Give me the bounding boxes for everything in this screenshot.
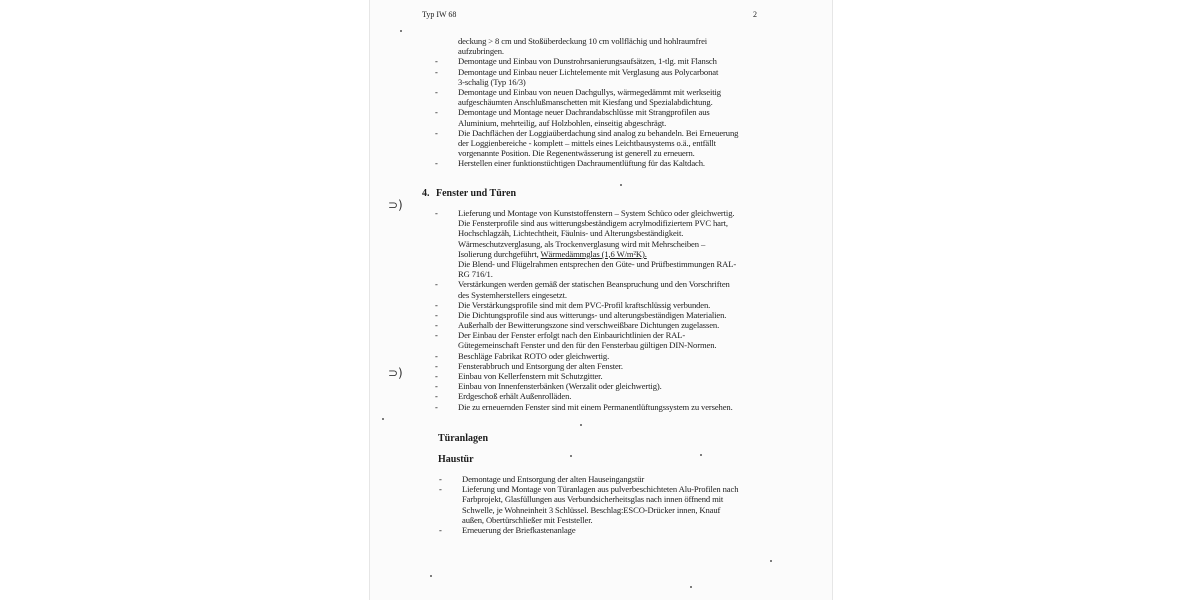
line-text: Erdgeschoß erhält Außenrolläden.: [458, 391, 572, 402]
line-text: Die zu erneuernden Fenster sind mit einem Permanentlüftungssystem zu versehen.: [458, 401, 733, 412]
scan-speck: [382, 418, 384, 420]
line-text: Die Dichtungsprofile sind aus witterungs- und alterungsbeständigen Materialien.: [458, 309, 727, 320]
text-line: [462, 494, 738, 504]
bullet-item-line: [458, 87, 738, 97]
scan-speck: [770, 560, 772, 562]
line-text: Demontage und Montage neuer Dachrandabschlüsse mit Strangprofilen aus: [458, 107, 710, 118]
line-text: Beschläge Fabrikat ROTO oder gleichwertig.: [458, 350, 610, 361]
line-text: Demontage und Entsorgung der alten Hauseingangstür: [462, 474, 645, 484]
turanlagen-heading: Türanlagen: [438, 433, 489, 444]
line-text: Isolierung durchgeführt,: [458, 248, 541, 259]
scan-speck: [400, 30, 402, 32]
scan-speck: [690, 586, 692, 588]
text-line: [458, 77, 738, 87]
haustur-heading: Haustür: [438, 454, 474, 465]
line-text: 3-schalig (Typ 16/3): [458, 76, 526, 87]
text-line: [458, 46, 738, 56]
scan-speck: [570, 455, 572, 457]
text-line: [458, 269, 736, 279]
line-text: der Loggienbereiche - komplett – mittels eines Leichtbausystems o.ä., entfällt: [458, 137, 716, 148]
text-line: [462, 515, 738, 525]
text-line: [458, 228, 736, 238]
bullet-item-line: [462, 484, 738, 494]
section-4-heading: [422, 188, 516, 199]
bullet-item-line: [458, 128, 738, 138]
line-text: Aluminium, mehrteilig, auf Holzbohlen, einseitig abgeschrägt.: [458, 117, 667, 128]
line-text: deckung > 8 cm und Stoßüberdeckung 10 cm vollflächig und hohlraumfrei: [458, 36, 708, 46]
line-text: aufgeschäumten Anschlußmanschetten mit Kiesfang und Spezialabdichtung.: [458, 97, 713, 108]
bullet-item-line: [458, 310, 736, 320]
text-line: [458, 118, 738, 128]
line-text: Demontage und Einbau von neuen Dachgullys, wärmegedämmt mit werkseitig: [458, 86, 721, 97]
line-text: Verstärkungen werden gemäß der statischen Beanspruchung und den Vorschriften: [458, 279, 730, 290]
bullet-item-line: [462, 474, 738, 484]
line-text: Herstellen einer funktionstüchtigen Dachraumentlüftung für das Kaltdach.: [458, 158, 705, 169]
bullet-item-line: [458, 320, 736, 330]
line-text: Lieferung und Montage von Kunststoffenstern – System Schüco oder gleichwertig.: [458, 208, 735, 218]
text-line: [458, 249, 736, 259]
underlined-text: Wärmedämmglas (1,6 W/m²K).: [540, 248, 647, 259]
text-line: [458, 218, 736, 228]
scan-speck: [430, 575, 432, 577]
line-text: Die Dachflächen der Loggiaüberdachung sind analog zu behandeln. Bei Erneuerung: [458, 127, 739, 138]
section-3-continuation: [458, 36, 738, 168]
line-text: RG 716/1.: [458, 269, 493, 280]
line-text: Die Verstärkungsprofile sind mit dem PVC-Profil kraftschlüssig verbunden.: [458, 299, 711, 310]
bullet-item-line: [458, 67, 738, 77]
line-text: Wärmeschutzverglasung, als Trockenverglasung wird mit Mehrscheiben –: [458, 238, 706, 249]
text-line: [458, 259, 736, 269]
bullet-item-line: [458, 300, 736, 310]
scan-speck: [700, 454, 702, 456]
line-text: Hochschlagzäh, Lichtechtheit, Fäulnis- und Alterungsbeständigkeit.: [458, 228, 684, 239]
text-line: [458, 239, 736, 249]
document-header-type: Typ IW 68: [422, 10, 457, 19]
binder-hole-mark: ⊃): [388, 366, 403, 380]
bullet-item-line: [462, 525, 738, 535]
line-text: Fensterabbruch und Entsorgung der alten Fenster.: [458, 360, 623, 371]
line-text: Einbau von Innenfensterbänken (Werzalit oder gleichwertig).: [458, 381, 662, 392]
text-line: [458, 290, 736, 300]
bullet-item-line: [458, 158, 738, 168]
bullet-item-line: [458, 391, 736, 401]
line-text: Demontage und Einbau von Dunstrohrsanierungsaufsätzen, 1-tlg. mit Flansch: [458, 56, 717, 67]
text-line: [462, 505, 738, 515]
scan-speck: [580, 424, 582, 426]
bullet-item-line: [458, 107, 738, 117]
binder-hole-mark: ⊃): [388, 198, 403, 212]
text-line: [458, 148, 738, 158]
line-text: Die Blend- und Flügelrahmen entsprechen den Güte- und Prüfbestimmungen RAL-: [458, 258, 737, 269]
line-text: Schwelle, je Wohneinheit 3 Schlüssel. Beschlag:ESCO-Drücker innen, Knauf: [462, 504, 721, 515]
line-text: Erneuerung der Briefkastenanlage: [462, 524, 576, 535]
bullet-item-line: [458, 330, 736, 340]
line-text: Farbprojekt, Glasfüllungen aus Verbundsicherheitsglas nach innen öffnend mit: [462, 494, 724, 505]
bullet-item-line: [458, 381, 736, 391]
page-number: 2: [753, 10, 757, 19]
line-text: Einbau von Kellerfenstern mit Schutzgitter.: [458, 371, 603, 381]
text-line: [458, 340, 736, 350]
bullet-item-line: [458, 361, 736, 371]
section-title: Fenster und Türen: [436, 188, 517, 199]
text-line: [458, 36, 738, 46]
line-text: Gütegemeinschaft Fenster und den für den Fensterbau gültigen DIN-Normen.: [458, 340, 717, 351]
text-line: [458, 97, 738, 107]
bullet-item-line: [458, 351, 736, 361]
section-4-list: [458, 208, 736, 412]
line-text: Der Einbau der Fenster erfolgt nach den Einbaurichtlinien der RAL-: [458, 330, 686, 341]
line-text: Die Fensterprofile sind aus witterungsbeständigem acrylmodifiziertem PVC hart,: [458, 218, 728, 229]
bullet-item-line: [458, 371, 736, 381]
line-text: Außerhalb der Bewitterungszone sind verschweißbare Dichtungen zugelassen.: [458, 320, 720, 331]
text-line: [458, 138, 738, 148]
line-text: des Systemherstellers eingesetzt.: [458, 289, 567, 300]
scan-speck: [620, 184, 622, 186]
line-text: aufzubringen.: [458, 46, 504, 57]
bullet-item-line: [458, 208, 736, 218]
line-text: außen, Obertürschließer mit Feststeller.: [462, 514, 593, 525]
haustur-list: [462, 474, 738, 535]
line-text: Lieferung und Montage von Türanlagen aus pulverbeschichteten Alu-Profilen nach: [462, 484, 739, 495]
section-number: 4.: [422, 188, 430, 199]
bullet-item-line: [458, 279, 736, 289]
scanned-document-page: [370, 0, 832, 600]
line-text: vorgenannte Position. Die Regenentwässerung ist generell zu erneuern.: [458, 148, 695, 159]
line-text: Demontage und Einbau neuer Lichtelemente mit Verglasung aus Polycarbonat: [458, 66, 719, 77]
bullet-item-line: [458, 402, 736, 412]
bullet-item-line: [458, 56, 738, 66]
